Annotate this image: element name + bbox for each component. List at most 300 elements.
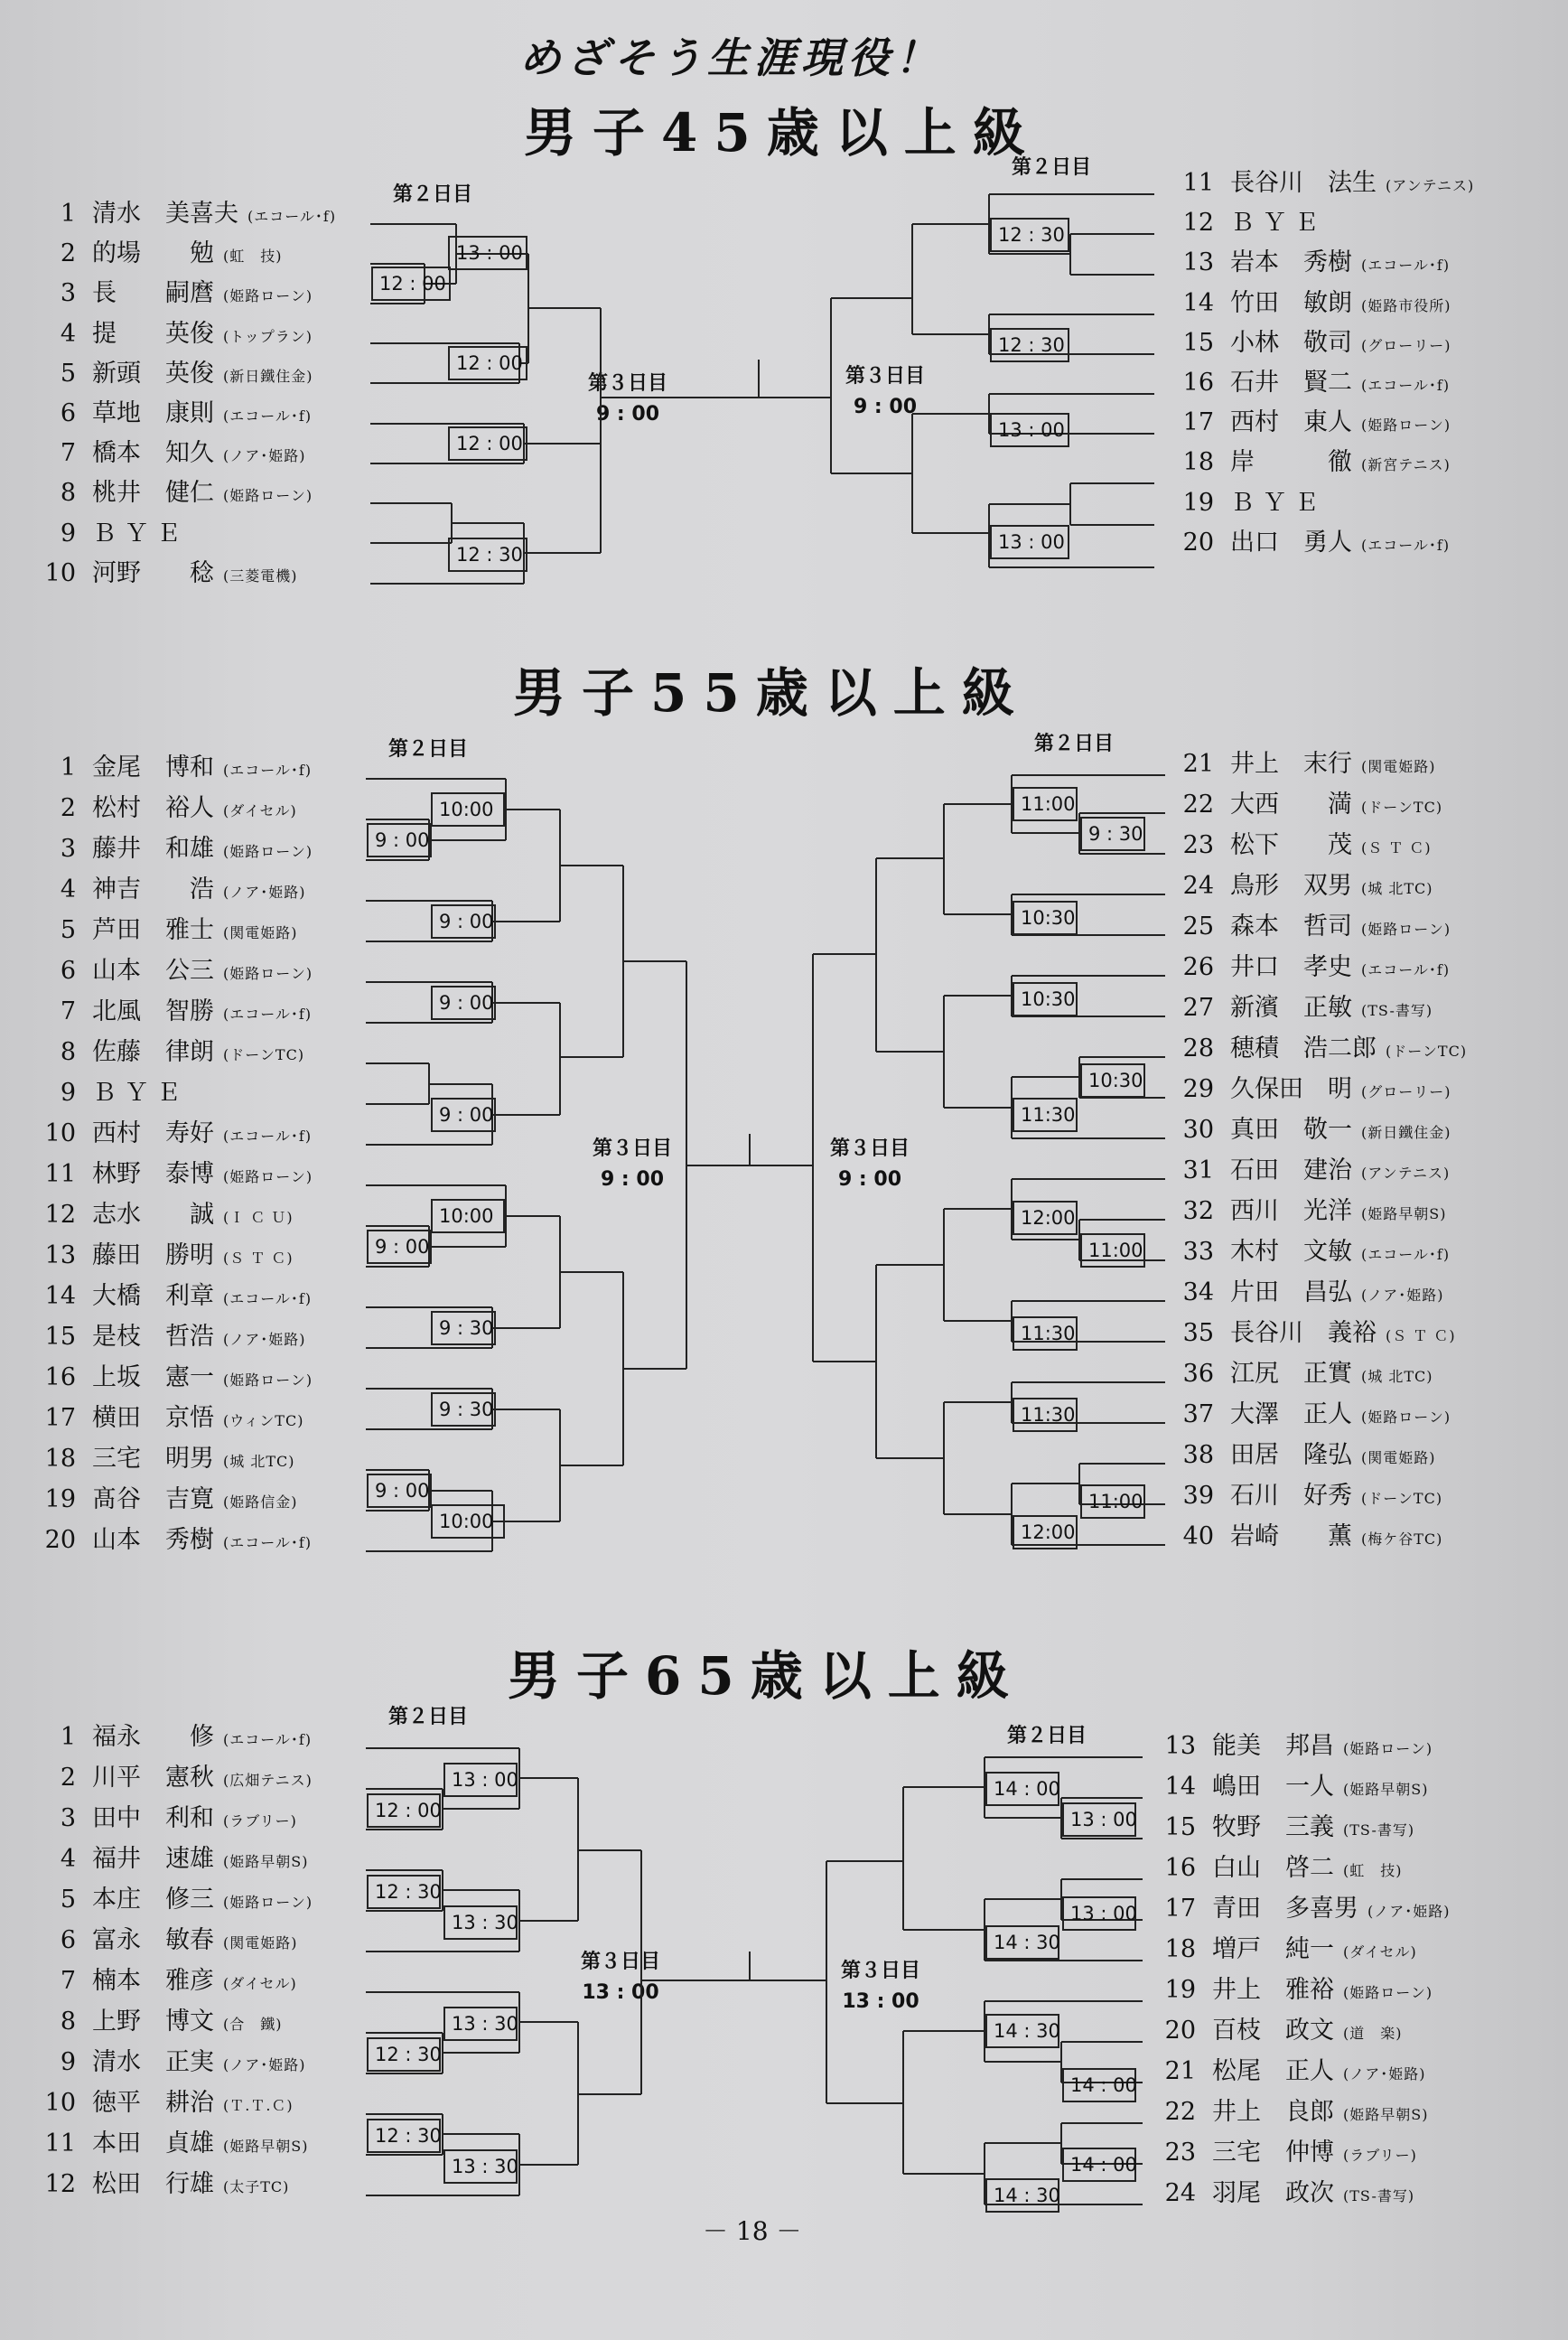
player-entry [1156, 2051, 1426, 2086]
player-number: 8 [60, 1038, 76, 1066]
player-entry [36, 1276, 312, 1311]
match-time: 12 : 00 [456, 433, 523, 454]
player-entry [36, 869, 306, 904]
player-club: (ダイセル) [223, 1975, 297, 1992]
player-name: 百枝 政文 [1212, 2017, 1334, 2045]
player-club: (姫路早朝S) [1343, 2106, 1429, 2123]
player-entry [36, 950, 313, 986]
match-time: 13 : 30 [452, 2156, 518, 2177]
player-name: 提 英俊 [92, 319, 214, 348]
player-name: 片田 昌弘 [1230, 1278, 1352, 1306]
player-club: (エコール･f) [223, 1006, 313, 1023]
player-club: (ウィンTC) [223, 1412, 304, 1429]
player-entry [36, 1757, 313, 1792]
player-club: (エコール･f) [223, 1534, 313, 1551]
player-number: 8 [60, 2008, 76, 2036]
player-number: 11 [44, 1160, 76, 1188]
match-time: 13 : 30 [452, 2013, 518, 2035]
player-number: 5 [60, 1886, 76, 1914]
player-number: 21 [1164, 2057, 1196, 2085]
player-number: 12 [44, 1201, 76, 1229]
player-entry [1174, 1272, 1444, 1307]
player-name: 山本 秀樹 [92, 1526, 214, 1554]
player-name: Ｂ Ｙ Ｅ [92, 1079, 182, 1107]
match-time: 11:00 [1088, 1240, 1143, 1261]
match-time: 14 : 00 [1070, 2154, 1137, 2176]
player-number: 22 [1182, 791, 1214, 819]
player-club: (エコール･f) [1361, 536, 1451, 554]
player-club: (新日鐵住金) [1361, 1124, 1451, 1141]
player-number: 7 [60, 439, 76, 468]
match-time: 12 : 30 [998, 334, 1065, 356]
player-name: 田居 隆弘 [1230, 1441, 1352, 1469]
player-number: 3 [60, 1804, 76, 1832]
match-time: 13 : 00 [456, 242, 523, 264]
player-number: 6 [60, 399, 76, 427]
player-number: 15 [1164, 1813, 1196, 1841]
player-name: 三宅 仲博 [1212, 2139, 1334, 2167]
player-name: 羽尾 政次 [1212, 2179, 1334, 2207]
match-time: 14 : 00 [1070, 2074, 1137, 2096]
player-name: 石川 好秀 [1230, 1482, 1352, 1510]
player-name: 是枝 哲浩 [92, 1323, 214, 1351]
player-number: 32 [1182, 1197, 1214, 1225]
player-name: 志水 誠 [92, 1201, 214, 1229]
player-entry [1156, 2092, 1428, 2127]
player-club: (エコール･f) [1361, 257, 1451, 275]
player-club: (アンテニス) [1386, 177, 1475, 194]
match-time: 13 : 00 [998, 531, 1065, 553]
player-entry [36, 233, 283, 268]
player-number: 35 [1182, 1319, 1214, 1347]
player-entry [1174, 1069, 1451, 1104]
player-name: 長谷川 義裕 [1230, 1319, 1377, 1347]
player-entry [1174, 1191, 1446, 1226]
player-entry [36, 553, 298, 588]
player-number: 14 [1182, 288, 1214, 317]
player-club: (関電姫路) [223, 1934, 298, 1952]
player-name: 西村 寿好 [92, 1119, 214, 1147]
player-name: 北風 智勝 [92, 997, 214, 1025]
player-club: (姫路早朝S) [1361, 1205, 1447, 1222]
player-number: 18 [1164, 1935, 1196, 1963]
match-time: 9 : 00 [439, 911, 494, 932]
player-club: (三菱電機) [223, 566, 298, 585]
player-name: 福井 速雄 [92, 1845, 214, 1873]
day2-label: 第２日目 [1007, 1725, 1087, 1747]
player-club: (アンテニス) [1361, 1165, 1451, 1182]
day2-label: 第２日目 [393, 183, 473, 206]
player-club: (梅ケ谷TC) [1361, 1530, 1443, 1548]
player-entry [36, 910, 298, 945]
player-club: (姫路ローン) [1343, 1740, 1433, 1757]
player-club: (グローリー) [1361, 336, 1451, 354]
player-number: 16 [1182, 369, 1214, 397]
player-club: (TS-書写) [1361, 1002, 1433, 1019]
player-number: 9 [60, 1079, 76, 1107]
player-entry [36, 353, 313, 388]
player-club: (エコール･f) [247, 208, 337, 225]
player-number: 20 [1182, 528, 1214, 557]
player-entry [36, 1920, 298, 1955]
player-club: (エコール･f) [223, 1290, 313, 1307]
final-time: 9 : 00 [853, 396, 918, 418]
player-number: 18 [44, 1445, 76, 1473]
player-entry [36, 1357, 313, 1392]
player-entry [36, 1879, 313, 1914]
player-entry [1174, 1313, 1456, 1348]
player-club: (姫路市役所) [1361, 296, 1451, 314]
player-entry [1174, 947, 1450, 982]
player-entry [36, 314, 313, 349]
day3-label: 第３日目 [829, 1137, 910, 1160]
player-name: 富永 敏春 [92, 1926, 214, 1954]
player-name: 井口 孝史 [1230, 953, 1352, 981]
player-entry [1174, 1028, 1467, 1063]
player-club: (グローリー) [1361, 1083, 1451, 1100]
player-club: (エコール･f) [223, 407, 313, 425]
player-name: 橋本 知久 [92, 439, 214, 468]
page-number: － 18 － [703, 2216, 802, 2246]
player-entry [1174, 906, 1451, 941]
player-number: 20 [1164, 2017, 1196, 2045]
player-name: 大澤 正人 [1230, 1400, 1352, 1428]
player-number: 5 [60, 916, 76, 944]
player-entry [1174, 1150, 1450, 1185]
player-name: 佐藤 律朗 [92, 1038, 214, 1066]
final-time: 13 : 00 [842, 1990, 919, 2013]
player-name: 河野 稔 [92, 558, 214, 587]
match-time: 12 : 30 [998, 224, 1065, 246]
player-number: 19 [1182, 488, 1214, 517]
player-name: 山本 公三 [92, 957, 214, 985]
player-number: 9 [60, 2048, 76, 2076]
player-number: 37 [1182, 1400, 1214, 1428]
player-name: 松田 行雄 [92, 2170, 214, 2198]
player-entry [1156, 1888, 1451, 1923]
match-time: 13 : 30 [452, 1912, 518, 1933]
player-name: Ｂ Ｙ Ｅ [1230, 488, 1320, 517]
player-name: 竹田 敏朗 [1230, 288, 1352, 317]
player-name: Ｂ Ｙ Ｅ [92, 519, 182, 548]
player-name: 井上 雅裕 [1212, 1976, 1334, 2004]
match-time: 11:00 [1088, 1491, 1143, 1512]
player-club: (エコール･f) [223, 1731, 313, 1748]
player-number: 19 [44, 1485, 76, 1513]
match-time: 10:30 [1021, 988, 1076, 1010]
player-club: (ノア･姫路) [1343, 2065, 1426, 2083]
player-club: (姫路早朝S) [223, 2138, 309, 2155]
player-name: 的場 勉 [92, 239, 214, 268]
player-name: 楠本 雅彦 [92, 1967, 214, 1995]
player-number: 29 [1182, 1075, 1214, 1103]
player-name: 上野 博文 [92, 2008, 214, 2036]
player-number: 4 [60, 1845, 76, 1873]
player-number: 8 [60, 479, 76, 508]
player-entry [36, 1798, 297, 1833]
player-club: (ノア･姫路) [1367, 1903, 1451, 1920]
player-name: 嶋田 一人 [1212, 1773, 1334, 1801]
player-name: 鳥形 双男 [1230, 872, 1352, 900]
player-club: (Ｓ Ｔ Ｃ) [1361, 839, 1432, 856]
player-name: 牧野 三義 [1212, 1813, 1334, 1841]
player-entry [1174, 784, 1442, 819]
player-club: (新日鐵住金) [223, 367, 313, 385]
player-number: 1 [60, 1723, 76, 1751]
day3-label: 第３日目 [587, 372, 667, 395]
match-time: 9 : 30 [1088, 823, 1143, 845]
player-number: 14 [1164, 1773, 1196, 1801]
match-time: 12:00 [1021, 1521, 1076, 1543]
match-time: 12 : 00 [456, 352, 523, 374]
match-time: 12 : 30 [375, 1881, 442, 1903]
player-club: (ノア･姫路) [223, 884, 306, 901]
player-number: 17 [1164, 1895, 1196, 1923]
match-time: 12 : 00 [379, 273, 446, 295]
player-club: (ドーンTC) [1361, 799, 1443, 816]
player-name: 本庄 修三 [92, 1886, 214, 1914]
player-number: 10 [44, 1119, 76, 1147]
player-name: 出口 勇人 [1230, 528, 1352, 557]
player-club: (新宮テニス) [1361, 456, 1451, 474]
player-number: 15 [44, 1323, 76, 1351]
player-name: 松村 裕人 [92, 794, 214, 822]
player-entry [1174, 283, 1451, 318]
player-number: 24 [1182, 872, 1214, 900]
player-entry [1174, 442, 1451, 477]
player-entry [1174, 1516, 1442, 1551]
player-number: 13 [44, 1241, 76, 1269]
day2-label: 第２日目 [1012, 156, 1092, 179]
final-time: 9 : 00 [595, 403, 660, 426]
player-club: (姫路ローン) [1361, 921, 1451, 938]
player-club: (ノア･姫路) [1361, 1287, 1444, 1304]
player-number: 7 [60, 1967, 76, 1995]
match-time: 12 : 30 [375, 2044, 442, 2065]
player-entry [1174, 866, 1433, 901]
player-number: 31 [1182, 1156, 1214, 1184]
player-entry [36, 473, 313, 508]
day3-label: 第３日目 [580, 1951, 660, 1973]
player-number: 16 [1164, 1854, 1196, 1882]
player-club: (TS-書写) [1343, 1821, 1415, 1839]
player-club: (広畑テニス) [223, 1772, 313, 1789]
player-entry [1174, 163, 1474, 198]
player-number: 17 [44, 1404, 76, 1432]
player-number: 36 [1182, 1360, 1214, 1388]
match-time: 9 : 00 [439, 1104, 494, 1126]
player-entry [36, 2083, 294, 2118]
player-number: 15 [1182, 328, 1214, 357]
player-entry [36, 991, 312, 1026]
player-club: (ダイセル) [1343, 1943, 1417, 1961]
player-club: (Ｉ Ｃ Ｕ) [223, 1209, 294, 1226]
player-name: 青田 多喜男 [1212, 1895, 1358, 1923]
player-club: (姫路ローン) [1361, 417, 1451, 435]
day2-label: 第２日目 [388, 1706, 469, 1728]
player-entry [36, 2042, 306, 2077]
player-entry [36, 1235, 294, 1270]
player-name: Ｂ Ｙ Ｅ [1230, 209, 1320, 238]
player-club: (エコール･f) [1361, 961, 1451, 978]
player-entry [36, 747, 312, 782]
player-club: (関電姫路) [1361, 758, 1436, 775]
player-name: 西川 光洋 [1230, 1197, 1352, 1225]
day2-label: 第２日目 [388, 738, 469, 761]
player-club: (ダイセル) [223, 802, 297, 819]
player-club: (ノア･姫路) [223, 1331, 306, 1348]
player-club: (Ｓ Ｔ Ｃ) [223, 1250, 294, 1267]
player-number: 1 [60, 753, 76, 782]
player-entry [1174, 825, 1432, 860]
match-time: 11:30 [1021, 1323, 1076, 1344]
final-time: 13 : 00 [582, 1981, 659, 2004]
player-number: 11 [44, 2129, 76, 2157]
player-club: (虹 技) [1343, 1862, 1403, 1879]
player-entry [1174, 242, 1450, 277]
player-name: 横田 京悟 [92, 1404, 214, 1432]
match-time: 10:30 [1021, 907, 1076, 929]
player-club: (ドーンTC) [1361, 1490, 1443, 1507]
match-time: 13 : 00 [1070, 1809, 1137, 1830]
player-name: 金尾 博和 [92, 753, 214, 782]
player-name: 岩本 秀樹 [1230, 248, 1352, 277]
match-time: 13 : 00 [452, 1769, 518, 1791]
match-time: 11:30 [1021, 1404, 1076, 1426]
player-club: (姫路ローン) [223, 487, 313, 505]
player-name: 清水 美喜夫 [92, 200, 238, 228]
player-name: 大橋 利章 [92, 1282, 214, 1310]
player-number: 23 [1164, 2139, 1196, 2167]
player-name: 桃井 健仁 [92, 479, 214, 508]
player-number: 26 [1182, 953, 1214, 981]
player-number: 40 [1182, 1522, 1214, 1550]
player-name: 増戸 純一 [1212, 1935, 1334, 1963]
player-club: (太子TC) [223, 2178, 290, 2195]
match-time: 9 : 00 [375, 1480, 430, 1502]
player-number: 6 [60, 957, 76, 985]
player-entry [1156, 1848, 1403, 1883]
player-entry [36, 1479, 298, 1514]
player-number: 2 [60, 239, 76, 268]
player-name: 川平 憲秋 [92, 1764, 214, 1792]
event-title-65: 男子65歳以上級 [508, 1645, 1025, 1707]
player-name: 新濱 正敏 [1230, 994, 1352, 1022]
player-number: 34 [1182, 1278, 1214, 1306]
player-name: 三宅 明男 [92, 1445, 214, 1473]
player-club: (ノア･姫路) [223, 2056, 306, 2073]
player-name: 穂積 浩二郎 [1230, 1034, 1377, 1062]
player-club: (Ｓ Ｔ Ｃ) [1386, 1327, 1456, 1344]
player-entry [36, 1438, 295, 1474]
player-entry [36, 273, 313, 308]
player-entry [36, 1072, 190, 1108]
player-number: 14 [44, 1282, 76, 1310]
player-entry [36, 2001, 283, 2036]
final-time: 9 : 00 [600, 1168, 665, 1191]
match-time: 14 : 30 [994, 2185, 1060, 2206]
player-name: 岸 徹 [1230, 448, 1352, 477]
player-name: 長谷川 法生 [1230, 169, 1377, 197]
player-club: (ラブリー) [223, 1812, 297, 1830]
player-number: 21 [1182, 750, 1214, 778]
player-name: 森本 哲司 [1230, 913, 1352, 941]
player-number: 39 [1182, 1482, 1214, 1510]
player-entry [1174, 362, 1450, 398]
player-number: 13 [1182, 248, 1214, 277]
event-title-55: 男子55歳以上級 [513, 662, 1031, 724]
player-number: 22 [1164, 2098, 1196, 2126]
player-number: 12 [1182, 209, 1214, 238]
player-name: 江尻 正實 [1230, 1360, 1352, 1388]
player-entry [1156, 2010, 1403, 2045]
player-name: 木村 文敏 [1230, 1238, 1352, 1266]
player-entry [36, 1398, 303, 1433]
player-name: 白山 啓二 [1212, 1854, 1334, 1882]
player-entry [36, 393, 312, 428]
match-time: 12 : 30 [456, 544, 523, 566]
match-time: 14 : 30 [994, 2020, 1060, 2042]
player-entry [36, 2164, 289, 2199]
player-name: 真田 敬一 [1230, 1116, 1352, 1144]
player-name: 久保田 明 [1230, 1075, 1352, 1103]
match-time: 10:00 [439, 1205, 494, 1227]
player-name: 芦田 雅士 [92, 916, 214, 944]
player-name: 本田 貞雄 [92, 2129, 214, 2157]
player-number: 7 [60, 997, 76, 1025]
player-entry [1156, 2132, 1417, 2167]
match-time: 9 : 00 [375, 1236, 430, 1258]
player-name: 西村 東人 [1230, 408, 1352, 437]
player-entry [36, 1839, 308, 1874]
day3-label: 第３日目 [592, 1137, 672, 1160]
player-name: 神吉 浩 [92, 875, 214, 903]
player-number: 2 [60, 794, 76, 822]
player-number: 9 [60, 519, 76, 548]
player-number: 11 [1182, 169, 1214, 197]
player-number: 1 [60, 200, 76, 228]
player-number: 10 [44, 558, 76, 587]
player-club: (姫路ローン) [223, 965, 313, 982]
player-number: 10 [44, 2089, 76, 2117]
player-entry [36, 433, 306, 468]
player-name: 石田 建治 [1230, 1156, 1352, 1184]
player-club: (姫路ローン) [223, 1168, 313, 1185]
player-number: 4 [60, 875, 76, 903]
player-name: 松尾 正人 [1212, 2057, 1334, 2085]
player-entry [1156, 1726, 1433, 1761]
player-number: 4 [60, 319, 76, 348]
player-number: 33 [1182, 1238, 1214, 1266]
player-entry [36, 193, 336, 229]
player-club: (合 鐵) [223, 2016, 283, 2033]
event-title-45: 男子45歳以上級 [524, 102, 1041, 164]
match-time: 10:00 [439, 1511, 494, 1532]
player-name: 福永 修 [92, 1723, 214, 1751]
player-club: (エコール･f) [1361, 377, 1451, 394]
player-club: (姫路ローン) [223, 1894, 313, 1911]
match-time: 14 : 00 [994, 1778, 1060, 1800]
player-club: (姫路ローン) [1343, 1984, 1433, 2001]
player-name: 大西 満 [1230, 791, 1352, 819]
player-number: 16 [44, 1363, 76, 1391]
player-club: (関電姫路) [223, 924, 298, 941]
player-name: 髙谷 吉寛 [92, 1485, 214, 1513]
player-entry [36, 1194, 294, 1230]
match-time: 10:00 [439, 799, 494, 820]
player-number: 27 [1182, 994, 1214, 1022]
player-club: (姫路ローン) [1361, 1409, 1451, 1426]
